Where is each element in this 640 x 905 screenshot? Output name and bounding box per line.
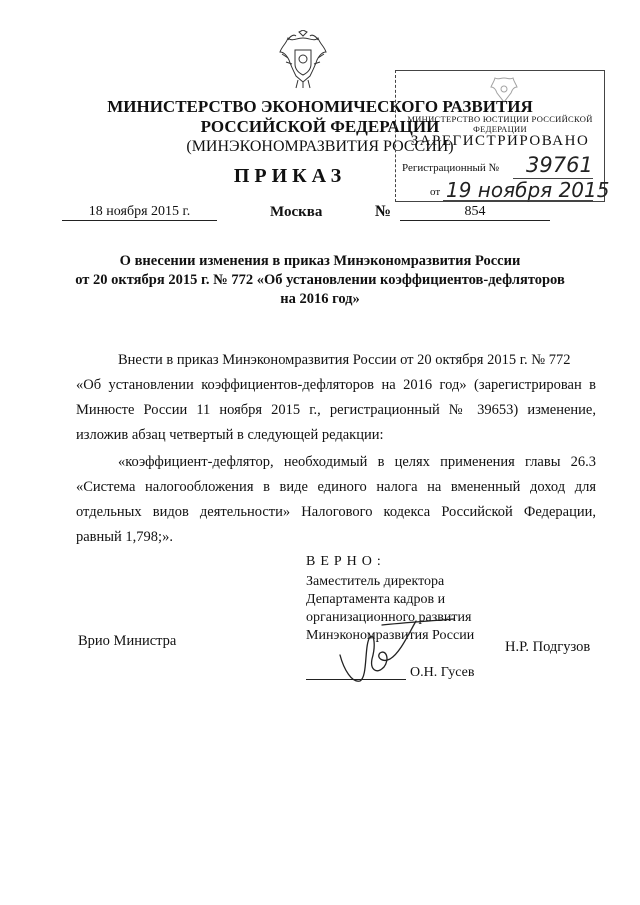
ministry-name-line2: РОССИЙСКОЙ ФЕДЕРАЦИИ xyxy=(200,117,440,136)
certification-line1: Заместитель директора xyxy=(306,574,445,589)
ministry-short-name: (МИНЭКОНОМРАЗВИТИЯ РОССИИ) xyxy=(186,138,454,155)
body-paragraph2-line2: «Система налогообложения в виде единого налога на вмененный доход для xyxy=(76,479,596,495)
certification-verno: ВЕРНО: xyxy=(306,554,386,569)
order-number: 854 xyxy=(400,204,550,221)
order-number-sign: № xyxy=(375,203,392,220)
certification-line3: организационного развития xyxy=(306,610,472,625)
order-date: 18 ноября 2015 г. xyxy=(62,204,217,221)
stamp-emblem-icon xyxy=(490,74,518,108)
coat-of-arms-icon xyxy=(278,30,328,90)
stamp-ministry: МИНИСТЕРСТВО ЮСТИЦИИ РОССИЙСКОЙ ФЕДЕРАЦИИ xyxy=(407,114,593,134)
signatory-name: Н.Р. Подгузов xyxy=(505,639,591,655)
body-paragraph2-line1: «коэффициент-дефлятор, необходимый в целях применения главы 26.3 xyxy=(118,454,596,470)
body-paragraph1-line2: «Об установлении коэффициентов-дефляторов на 2016 год» (зарегистрирован в xyxy=(76,377,596,393)
certification-line4: Минэкономразвития России xyxy=(306,628,475,643)
stamp-reg-number: 39761 xyxy=(526,153,593,177)
stamp-date-underline xyxy=(443,200,593,201)
signatory-position: Врио Министра xyxy=(78,633,177,649)
certification-signer: О.Н. Гусев xyxy=(410,665,475,680)
order-city: Москва xyxy=(270,204,323,220)
order-title-line1: О внесении изменения в приказ Минэкономразвития России xyxy=(119,253,521,269)
ministry-name-line1: МИНИСТЕРСТВО ЭКОНОМИЧЕСКОГО РАЗВИТИЯ xyxy=(107,97,533,116)
body-paragraph2-line4: равный 1,798;». xyxy=(76,529,173,545)
body-paragraph1-line4: изложив абзац четвертый в следующей редакции: xyxy=(76,427,384,443)
handwritten-signature xyxy=(330,615,460,690)
order-title-line2: от 20 октября 2015 г. № 772 «Об установлении коэффициентов-дефляторов xyxy=(75,272,565,288)
order-title-line3: на 2016 год» xyxy=(280,291,360,307)
body-paragraph1-line3: Минюсте России 11 ноября 2015 г., регистрационный № 39653) изменение, xyxy=(76,402,596,418)
stamp-status: ЗАРЕГИСТРИРОВАНО xyxy=(410,133,590,149)
body-paragraph2-line3: отдельных видов деятельности» Налогового кодекса Российской Федерации, xyxy=(76,504,596,520)
body-paragraph1-line1: Внести в приказ Минэкономразвития России от 20 октября 2015 г. № 772 xyxy=(118,352,571,368)
stamp-date-value: 19 ноября 2015 xyxy=(446,178,610,202)
stamp-reg-label: Регистрационный № xyxy=(402,162,500,174)
stamp-date-label: от xyxy=(430,186,441,198)
document-type: ПРИКАЗ xyxy=(233,165,347,187)
certification-line2: Департамента кадров и xyxy=(306,592,446,607)
